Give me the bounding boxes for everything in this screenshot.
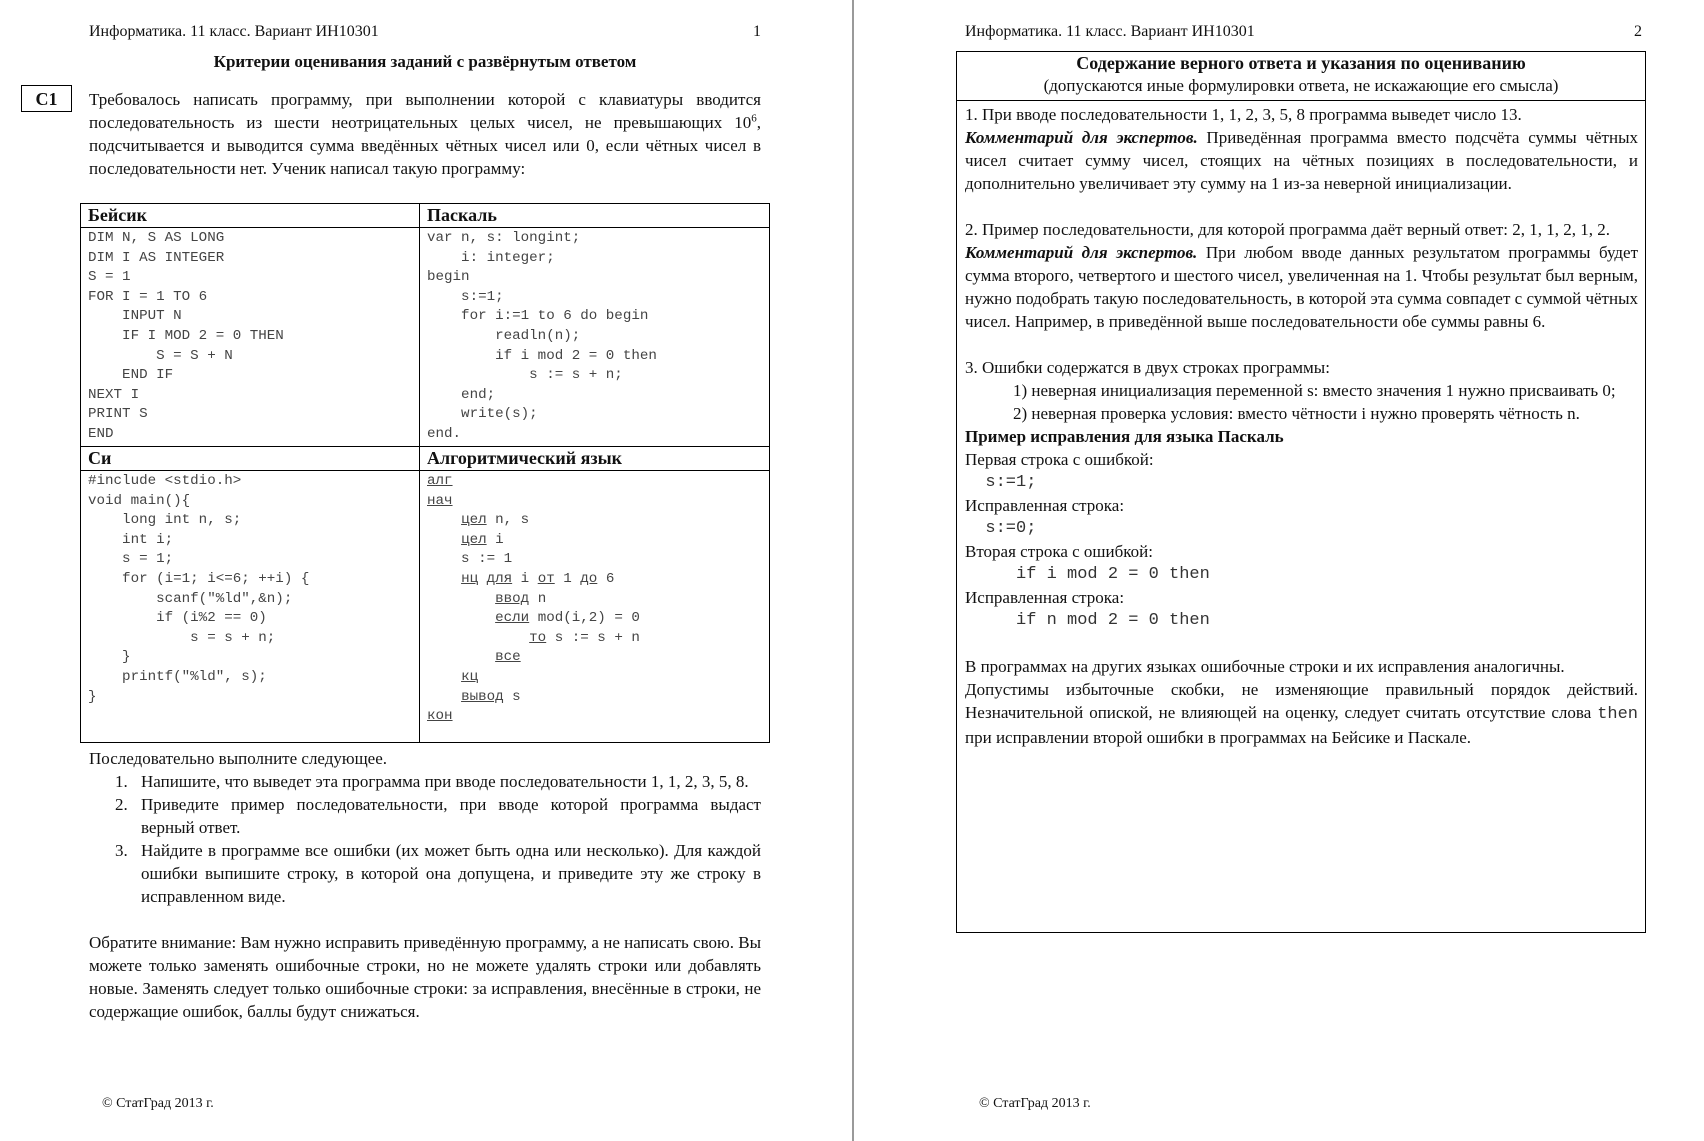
then-keyword: then bbox=[1597, 705, 1638, 724]
task-item-3: 3. Найдите в программе все ошибки (их может быть одна или несколько). Для каждой ошибки выпишите строку, в которой она допущена, и приведите эту же строку в исправленном виде. bbox=[115, 841, 761, 906]
answer-3: 3. Ошибки содержатся в двух строках программы: bbox=[965, 358, 1330, 377]
right-page-number: 2 bbox=[1634, 23, 1642, 40]
task-intro bbox=[89, 88, 761, 180]
c-code: #include <stdio.h> void main(){ long int n, s; int i; s = 1; for (i=1; i<=6; ++i) { scanf("%ld",&n); if (i%2 == 0) s = s + n; } printf("%ld", s); } bbox=[88, 473, 310, 705]
answer-1: 1. При вводе последовательности 1, 1, 2, 3, 5, 8 программа выведет число 13. bbox=[965, 105, 1522, 124]
criteria-title: Критерии оценивания заданий с развёрнутым ответом bbox=[213, 52, 637, 71]
first-fixed-label: Исправленная строка: bbox=[965, 496, 1125, 515]
basic-header: Бейсик bbox=[81, 204, 420, 228]
left-page-header bbox=[89, 23, 761, 41]
answer-box bbox=[956, 51, 1646, 933]
alg-code: алг нач цел n, s цел i s := 1 нц для i от 1 до 6 ввод n если mod(i,2) = 0 то s := s + n все кц вывод s кон bbox=[427, 473, 640, 725]
page-divider bbox=[852, 0, 854, 1141]
pascal-header: Паскаль bbox=[420, 204, 770, 228]
task-intro-exponent: 6 bbox=[751, 112, 757, 125]
other-languages-note: В программах на других языках ошибочные строки и их исправления аналогичны. bbox=[965, 657, 1565, 676]
answer-3-error-2: 2) неверная проверка условия: вместо чётности i нужно проверять чётность n. bbox=[1013, 404, 1580, 423]
task-label-c1: C1 bbox=[21, 85, 72, 112]
first-error-code: s:=1; bbox=[965, 473, 1037, 492]
first-error-label: Первая строка с ошибкой: bbox=[965, 450, 1154, 469]
alg-header: Алгоритмический язык bbox=[420, 447, 770, 471]
do-following: Последовательно выполните следующее. bbox=[89, 749, 388, 768]
answer-1-comment: Комментарий для экспертов. Приведённая программа вместо подсчёта суммы чётных чисел считает сумму чисел, стоящих на чётных позициях в последовательности, и дополнительно увеличивает эту сумму на 1 из-за неверной инициализации. bbox=[965, 128, 1638, 193]
right-page-header bbox=[965, 23, 1642, 41]
right-footer: © СтатГрад 2013 г. bbox=[979, 1096, 1091, 1111]
pascal-fix-title: Пример исправления для языка Паскаль bbox=[965, 427, 1284, 446]
answer-box-subtitle: (допускаются иные формулировки ответа, не искажающие его смысла) bbox=[1043, 76, 1559, 95]
task-intro-part-b: , подсчитывается и выводится сумма введённых чётных чисел или 0, если чётных чисел в последовательности нет. Ученик написал такую программу: bbox=[89, 113, 761, 178]
task-item-1: 1. Напишите, что выведет эта программа при вводе последовательности 1, 1, 2, 3, 5, 8. bbox=[115, 772, 749, 791]
answer-3-error-1: 1) неверная инициализация переменной s: вместо значения 1 нужно присваивать 0; bbox=[1013, 381, 1616, 400]
task-intro-part-a: Требовалось написать программу, при выполнении которой с клавиатуры вводится последовательность из шести неотрицательных целых чисел, не превышающих 10 bbox=[89, 90, 761, 132]
second-error-code: if i mod 2 = 0 then bbox=[965, 565, 1210, 584]
left-page-number: 1 bbox=[753, 23, 761, 40]
second-fixed-code: if n mod 2 = 0 then bbox=[965, 611, 1210, 630]
second-error-label: Вторая строка с ошибкой: bbox=[965, 542, 1153, 561]
first-fixed-code: s:=0; bbox=[965, 519, 1037, 538]
program-table bbox=[80, 203, 770, 743]
answer-body bbox=[957, 101, 1645, 749]
answer-2-comment: Комментарий для экспертов. При любом вводе данных результатом программы будет сумма второго, четвертого и шестого чисел, увеличенная на 1. Чтобы результат был верным, нужно подобрать такую последовательность, в которой эта сумма совпадет с суммой чётных чисел. Например, в приведённой выше последовательности обе суммы равны 6. bbox=[965, 243, 1638, 331]
task-note: Обратите внимание: Вам нужно исправить приведённую программу, а не написать свою. Вы можете только заменять ошибочные строки, но не можете удалять строки или добавлять новые. Заменять следует только ошибочные строки: за исправления, внесённые в строки, не содержащие ошибок, баллы будут снижаться. bbox=[89, 933, 761, 1021]
pascal-code: var n, s: longint; i: integer; begin s:=1; for i:=1 to 6 do begin readln(n); if i mod 2 = 0 then s := s + n; end; write(s); end. bbox=[427, 230, 657, 442]
allowed-note: Допустимы избыточные скобки, не изменяющие правильный порядок действий. Незначительной опиской, не влияющей на оценку, следует считать отсутствие слова then при исправлении второй ошибки в программах на Бейсике и Паскале. bbox=[965, 680, 1638, 747]
c-header: Си bbox=[81, 447, 420, 471]
task-item-2: 2. Приведите пример последовательности, при вводе которой программа выдаст верный ответ. bbox=[115, 795, 761, 837]
second-fixed-label: Исправленная строка: bbox=[965, 588, 1125, 607]
answer-box-title: Содержание верного ответа и указания по оцениванию bbox=[1076, 53, 1526, 73]
basic-code: DIM N, S AS LONG DIM I AS INTEGER S = 1 FOR I = 1 TO 6 INPUT N IF I MOD 2 = 0 THEN S = S + N END IF NEXT I PRINT S END bbox=[88, 230, 284, 442]
answer-box-header bbox=[957, 52, 1645, 101]
task-items-list bbox=[115, 770, 761, 908]
left-header-text: Информатика. 11 класс. Вариант ИН10301 bbox=[89, 23, 379, 40]
left-footer: © СтатГрад 2013 г. bbox=[102, 1096, 214, 1111]
right-header-text: Информатика. 11 класс. Вариант ИН10301 bbox=[965, 23, 1255, 40]
answer-2: 2. Пример последовательности, для которой программа даёт верный ответ: 2, 1, 1, 2, 1, 2. bbox=[965, 220, 1610, 239]
